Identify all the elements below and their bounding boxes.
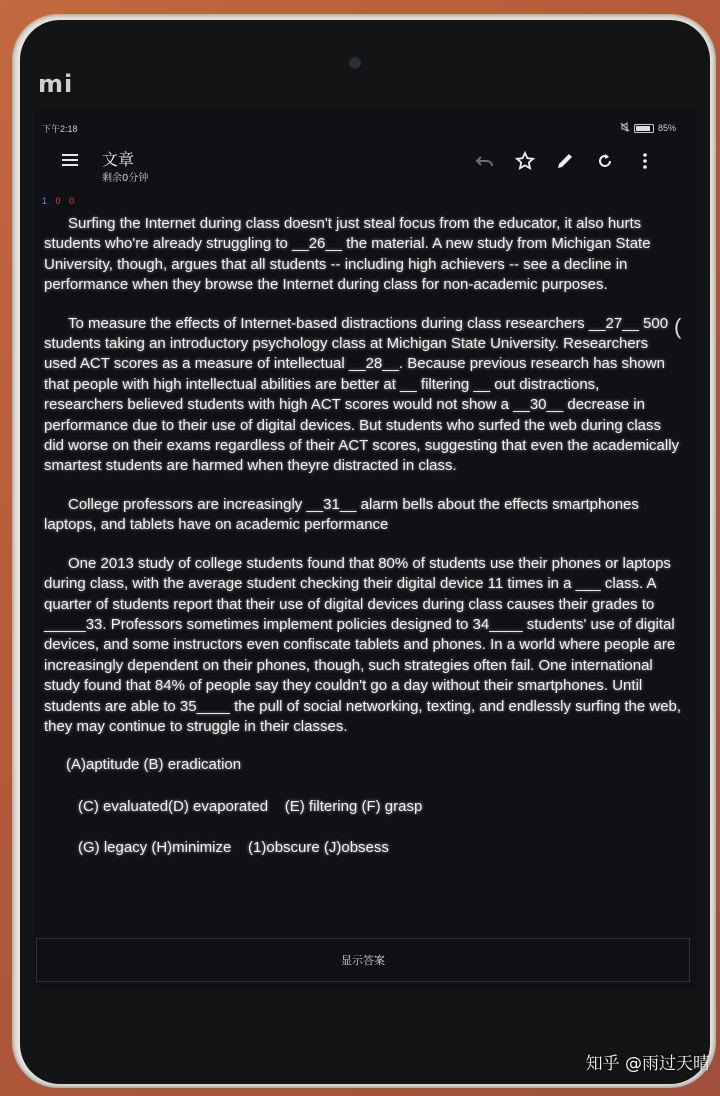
battery-icon (634, 124, 654, 133)
battery-percent: 85% (657, 123, 676, 133)
refresh-icon[interactable] (594, 150, 616, 172)
time-remaining: 剩余0分钟 (102, 173, 149, 184)
indicator-digit: 1 (42, 196, 51, 206)
article-paragraph: Surfing the Internet during class doesn't just steal focus from the educator, it also hurts students who're already struggling to __26__ the material. A new study from Michigan State University, though, argues that all students -- including high achievers -- see a decline in performance when they browse the Internet during class for non-academic purposes. (44, 215, 651, 294)
indicator-digit: 0 (69, 196, 78, 206)
article-body (44, 214, 682, 880)
menu-icon[interactable] (62, 154, 78, 168)
article-paragraph: One 2013 study of college students found that 80% of students use their phones or laptops during class, with the average student checking their digital device 11 times in a ___ class. A quarter of students report that their use of digital devices during class causes their grades to _____33. Professors sometimes implement policies designed to 34____ students' use of digital devices, and some instructors even confiscate tablets and phones. In a world where people are increasingly dependent on their phones, though, such strategies often fail. One international study found that 84% of people say they couldn't go a day without their smartphones. Until students are able to 35____ the pull of social networking, texting, and endlessly surfing the web, they may continue to struggle in their classes. (44, 554, 682, 735)
options-line: (C) evaluated(D) evaporated (E) filtering (F) grasp (78, 797, 423, 815)
options-line: (A)aptitude (B) eradication (66, 756, 242, 774)
status-right (620, 122, 676, 134)
show-answer-button[interactable]: 显示答案 (36, 938, 690, 982)
brand-logo: mi (38, 70, 74, 98)
status-bar (42, 122, 676, 138)
article-paragraph: College professors are increasingly __31__ alarm bells about the effects smartphones laptops, and tablets have on academic performance (44, 495, 639, 534)
page-title: 文章 (102, 150, 135, 169)
options-line: (G) legacy (H)minimize (1)obscure (J)obsess (78, 839, 389, 857)
more-icon[interactable] (634, 150, 656, 172)
mute-icon (620, 122, 630, 134)
front-camera (350, 58, 360, 68)
scroll-handle[interactable]: ( (674, 314, 682, 339)
indicator-digit: 0 (55, 196, 64, 206)
pencil-icon[interactable] (554, 150, 576, 172)
star-icon[interactable] (514, 150, 536, 172)
watermark: 知乎 @雨过天晴 (585, 1054, 710, 1074)
score-indicator (42, 196, 77, 206)
undo-icon[interactable] (474, 150, 496, 172)
options-list (44, 755, 682, 858)
status-time: 下午2:18 (42, 124, 78, 134)
article-paragraph: To measure the effects of Internet-based distractions during class researchers __27__ 500 students taking an introductory psychology class at Michigan State University. Researchers used ACT scores as a measure of intellectual __28__. Because previous research has shown that people with high intellectual abilities are better at __ filtering __ out distractions, researchers believed students with high ACT scores would not show a __30__ decrease in performance due to their use of digital devices. But students who surfed the web during class did worse on their exams regardless of their ACT scores, suggesting that even the academically smartest students are harmed when theyre distracted in class. (44, 314, 680, 475)
screen (34, 110, 696, 990)
toolbar (34, 144, 696, 188)
